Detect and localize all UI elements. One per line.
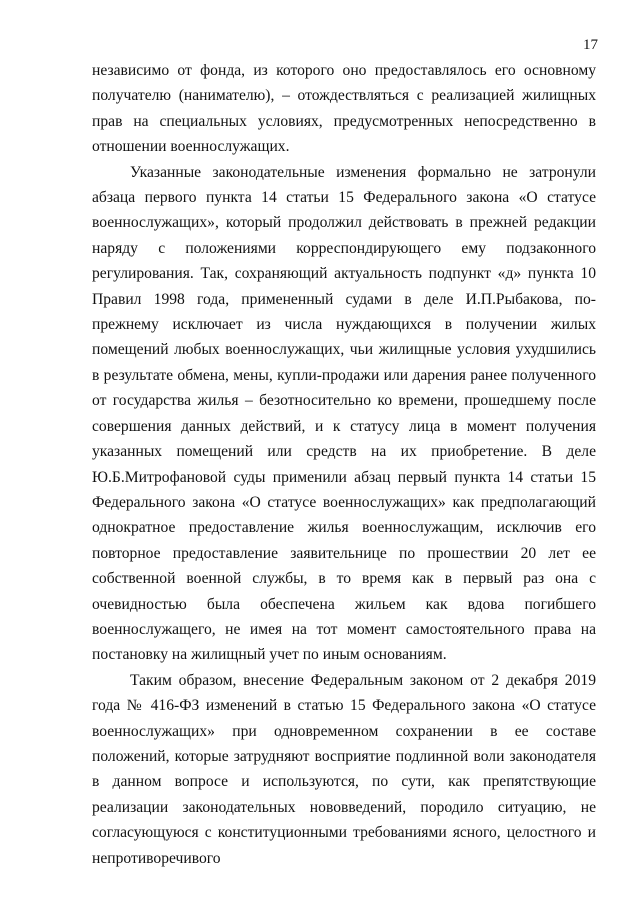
page-number: 17 — [583, 37, 598, 53]
paragraph-legislative-changes: Указанные законодательные изменения формально не затронули абзаца первого пункта 14 статьи 15 Федерального закона «О статусе военнослужащих», который продолжил действовать в прежней редакции наряду с положениями корреспондирующего ему подзаконного регулирования. Так, сохраняющий актуальность подпункт «д» пункта 10 Правил 1998 года, примененный судами в деле И.П.Рыбакова, по-прежнему исключает из числа нуждающихся в получении жилых помещений любых военнослужащих, чьи жилищные условия ухудшились в результате обмена, мены, купли-продажи или дарения ранее полученного от государства жилья – безотносительно ко времени, прошедшему после совершения данных действий, и к статусу лица в момент получения указанных помещений или средств на их приобретение. В деле Ю.Б.Митрофановой суды применили абзац первый пункта 14 статьи 15 Федерального закона «О статусе военнослужащих» как предполагающий однократное предоставление жилья военнослужащим, исключив его повторное предоставление заявительнице по прошествии 20 лет ее собственной военной службы, в то время как в первый раз она с очевидностью была обеспечена жильем как вдова погибшего военнослужащего, не имея на тот момент самостоятельного права на постановку на жилищный учет по иным основаниям. — [92, 163, 596, 664]
document-body — [92, 58, 596, 871]
paragraph-conclusion: Таким образом, внесение Федеральным законом от 2 декабря 2019 года № 416-ФЗ изменений в статью 15 Федерального закона «О статусе военнослужащих» при одновременном сохранении в ее составе положений, которые затрудняют восприятие подлинной воли законодателя в данном вопросе и используются, по сути, как препятствующие реализации законодательных нововведений, породило ситуацию, не согласующуюся с конституционными требованиями ясного, целостного и непротиворечивого — [92, 671, 596, 867]
paragraph-continuation: независимо от фонда, из которого оно предоставлялось его основному получателю (нанимателю), – отождествляться с реализацией жилищных прав на специальных условиях, предусмотренных непосредственно в отношении военнослужащих. — [92, 62, 596, 156]
